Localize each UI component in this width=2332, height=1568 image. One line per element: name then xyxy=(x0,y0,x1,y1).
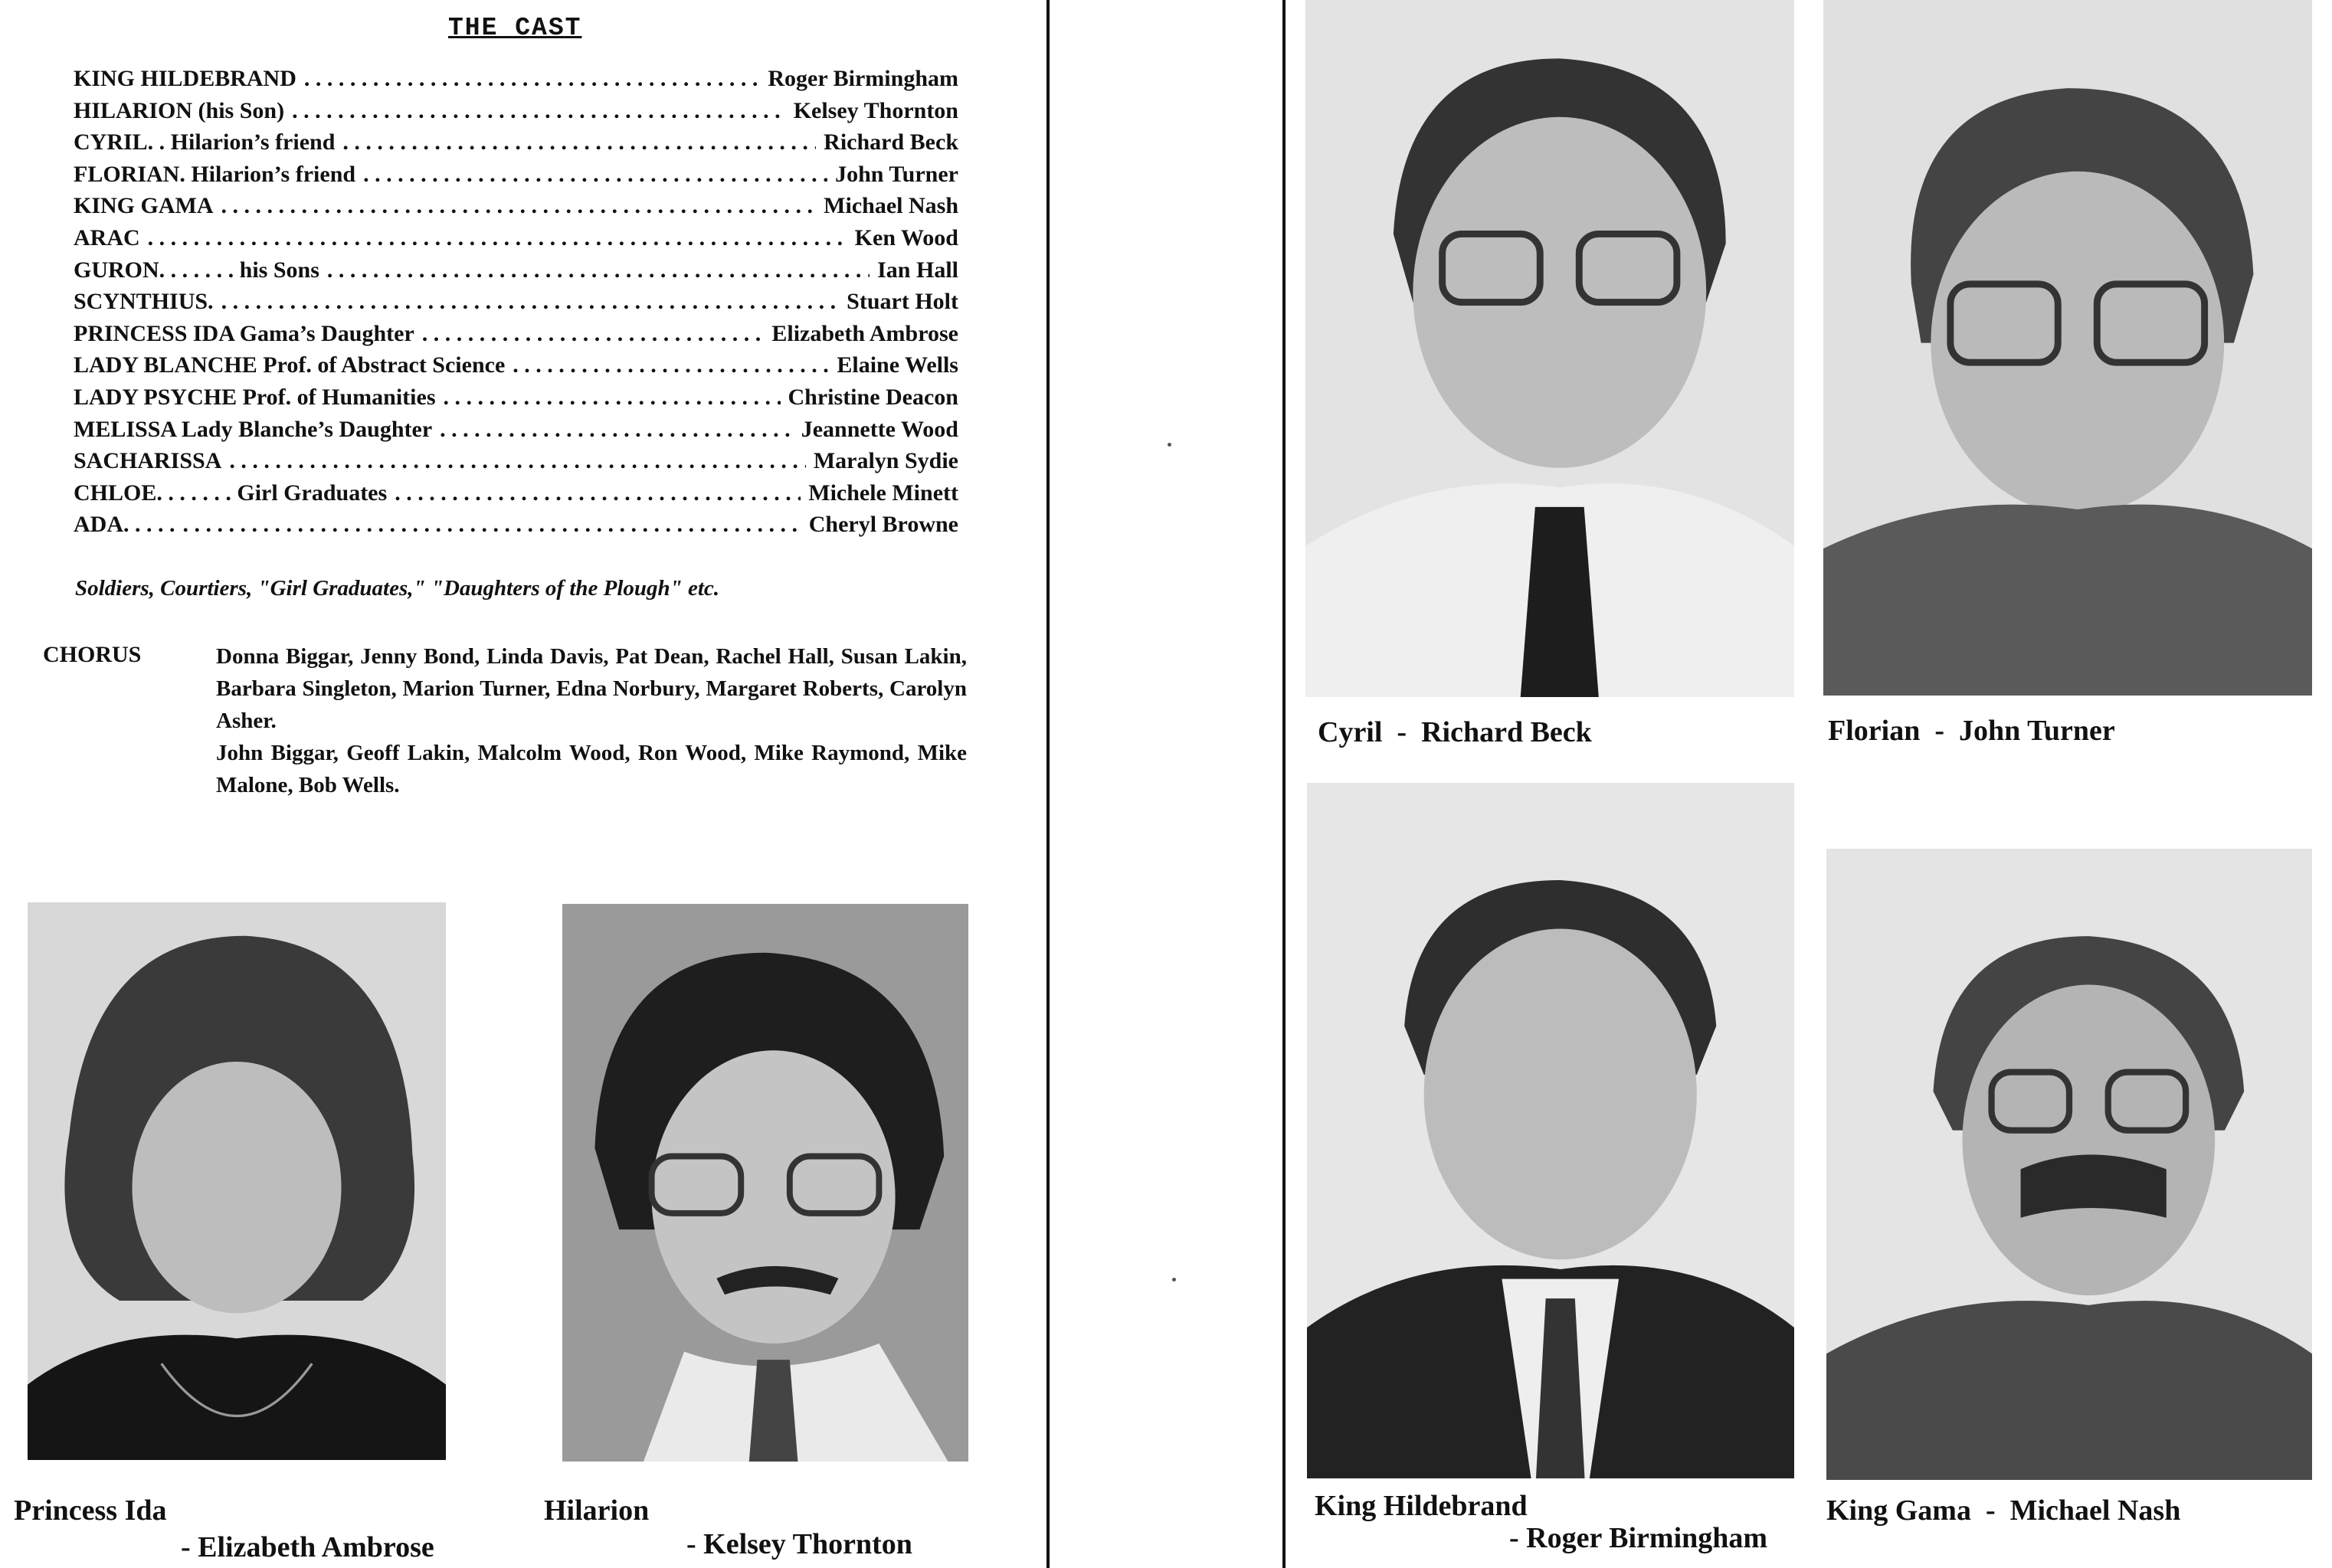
portrait-man-icon xyxy=(1307,783,1794,1478)
cast-actor: Maralyn Sydie xyxy=(813,448,958,474)
cast-row xyxy=(74,98,958,130)
page-divider-left xyxy=(1046,0,1050,1568)
photo-king-hildebrand xyxy=(1307,783,1794,1478)
photo-cyril xyxy=(1305,0,1794,697)
cast-row xyxy=(74,352,958,385)
ensemble-line: Soldiers, Courtiers, "Girl Graduates," "Daughters of the Plough" etc. xyxy=(75,576,720,601)
cast-actor: Michael Nash xyxy=(824,193,958,219)
caption-princess-ida-role: Princess Ida xyxy=(14,1494,167,1527)
cast-row xyxy=(74,257,958,290)
cast-row xyxy=(74,385,958,417)
photo-hilarion xyxy=(562,904,968,1462)
cast-title: THE CAST xyxy=(448,14,582,42)
cast-row xyxy=(74,66,958,98)
cast-actor: Richard Beck xyxy=(824,129,958,155)
cast-role: LADY PSYCHE Prof. of Humanities xyxy=(74,384,436,410)
leader-dots xyxy=(304,66,761,92)
cast-list xyxy=(74,66,958,544)
cast-row xyxy=(74,512,958,544)
cast-role: KING GAMA xyxy=(74,193,214,219)
cast-actor: Kelsey Thornton xyxy=(793,97,958,123)
cast-row xyxy=(74,321,958,353)
caption-king-hildebrand-role: King Hildebrand xyxy=(1315,1490,1528,1522)
photo-princess-ida xyxy=(28,902,446,1460)
cast-actor: John Turner xyxy=(835,161,958,187)
caption-king-hildebrand-actor: - Roger Birmingham xyxy=(1509,1522,1768,1554)
cast-actor: Cheryl Browne xyxy=(808,512,958,538)
cast-actor: Stuart Holt xyxy=(847,289,958,315)
cast-role: GURON. . . . . . . his Sons xyxy=(74,257,319,283)
leader-dots xyxy=(183,512,801,538)
leader-dots xyxy=(440,417,794,443)
chorus-label: CHORUS xyxy=(43,642,142,667)
cast-role: HILARION (his Son) xyxy=(74,97,285,123)
caption-cyril: Cyril - Richard Beck xyxy=(1318,716,1592,748)
leader-dots xyxy=(221,289,840,315)
leader-dots xyxy=(221,193,817,219)
chorus-members xyxy=(216,640,967,801)
cast-actor: Ken Wood xyxy=(854,224,958,250)
cast-role: SCYNTHIUS. xyxy=(74,289,214,315)
leader-dots xyxy=(395,480,801,506)
cast-actor: Ian Hall xyxy=(877,257,958,283)
cast-row xyxy=(74,448,958,480)
cast-role: LADY BLANCHE Prof. of Abstract Science xyxy=(74,352,506,378)
cast-role: ARAC xyxy=(74,224,140,250)
cast-role: MELISSA Lady Blanche’s Daughter xyxy=(74,416,433,442)
caption-florian: Florian - John Turner xyxy=(1828,715,2115,747)
caption-hilarion-actor: - Kelsey Thornton xyxy=(686,1528,912,1560)
portrait-woman-icon xyxy=(28,902,446,1460)
cast-actor: Jeannette Wood xyxy=(801,416,958,442)
caption-king-gama: King Gama - Michael Nash xyxy=(1826,1494,2181,1527)
cast-actor: Roger Birmingham xyxy=(768,66,958,91)
cast-role: ADA. . . . . xyxy=(74,512,175,538)
leader-dots xyxy=(327,257,870,283)
cast-row xyxy=(74,162,958,194)
leader-dots xyxy=(229,448,805,474)
leader-dots xyxy=(422,321,765,347)
portrait-man-icon xyxy=(1826,849,2312,1480)
leader-dots xyxy=(444,385,781,411)
cast-actor: Elaine Wells xyxy=(837,352,958,378)
paper-speck xyxy=(1172,1278,1176,1282)
cast-role: KING HILDEBRAND xyxy=(74,66,296,91)
cast-row xyxy=(74,417,958,449)
page-divider-right xyxy=(1282,0,1286,1568)
caption-hilarion-role: Hilarion xyxy=(544,1494,650,1527)
photo-florian xyxy=(1823,0,2312,696)
leader-dots xyxy=(342,129,816,155)
cast-row xyxy=(74,225,958,257)
chorus-women: Donna Biggar, Jenny Bond, Linda Davis, Pat Dean, Rachel Hall, Susan Lakin, Barbara Singleton, Marion Turner, Edna Norbury, Margaret Roberts, Carolyn Asher. xyxy=(216,644,967,733)
portrait-man-icon xyxy=(1305,0,1794,697)
cast-row xyxy=(74,193,958,225)
cast-actor: Christine Deacon xyxy=(788,384,958,410)
cast-row xyxy=(74,480,958,512)
leader-dots xyxy=(363,162,827,188)
cast-role: CHLOE. . . . . . . Girl Graduates xyxy=(74,480,388,506)
cast-actor: Michele Minett xyxy=(808,480,958,506)
caption-princess-ida-actor: - Elizabeth Ambrose xyxy=(181,1531,434,1563)
leader-dots xyxy=(292,98,786,124)
chorus-men: John Biggar, Geoff Lakin, Malcolm Wood, Ron Wood, Mike Raymond, Mike Malone, Bob Wells. xyxy=(216,741,967,797)
cast-role: CYRIL. . Hilarion’s friend xyxy=(74,129,336,155)
cast-role: PRINCESS IDA Gama’s Daughter xyxy=(74,320,414,346)
portrait-man-icon xyxy=(1823,0,2312,696)
leader-dots xyxy=(148,225,847,251)
leader-dots xyxy=(513,352,829,378)
cast-role: SACHARISSA xyxy=(74,448,222,474)
cast-row xyxy=(74,289,958,321)
portrait-man-icon xyxy=(562,904,968,1462)
cast-row xyxy=(74,129,958,162)
paper-speck xyxy=(1168,443,1171,447)
cast-role: FLORIAN. Hilarion’s friend xyxy=(74,161,356,187)
cast-actor: Elizabeth Ambrose xyxy=(771,320,958,346)
photo-king-gama xyxy=(1826,849,2312,1480)
